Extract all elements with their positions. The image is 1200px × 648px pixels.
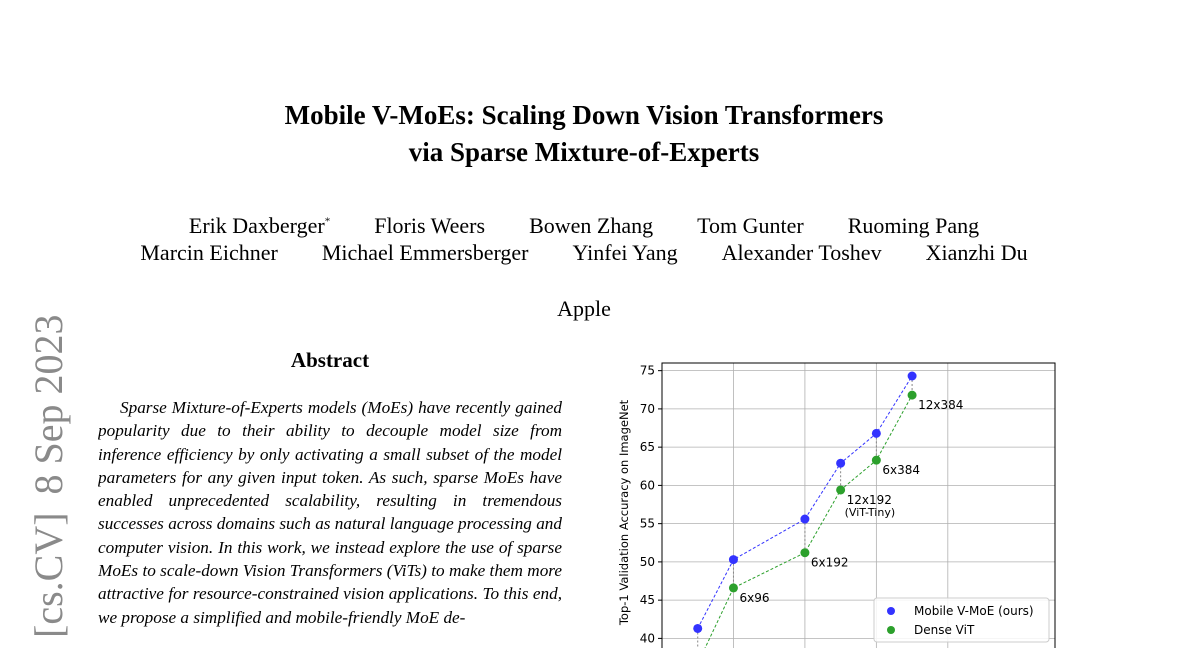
abstract-heading: Abstract: [290, 348, 370, 372]
data-point-moe: [693, 624, 702, 633]
data-point-dense: [729, 583, 738, 592]
data-point-moe: [800, 515, 809, 524]
legend-label: Dense ViT: [914, 623, 975, 637]
data-point-moe: [908, 372, 917, 381]
point-annotation: 6x384: [882, 463, 921, 478]
data-point-moe: [729, 555, 738, 564]
paper-title: [0, 97, 1168, 171]
y-tick-label: 40: [639, 631, 655, 646]
author-name: Bowen Zhang: [529, 213, 654, 238]
first-author-mark: *: [324, 215, 331, 228]
author-name: Tom Gunter: [697, 213, 804, 238]
data-point-dense: [908, 391, 917, 400]
abstract-text: Sparse Mixture-of-Experts models (MoEs) have recently gained popularity due to their ability to decouple model size from inference efficiency by only activating a small subset of the model parameters for any given input token. As such, sparse MoEs have enabled unprecedented scalability, resulting in tremendous successes across domains such as natural language processing and computer vision. In this work, we instead explore the use of sparse MoEs to scale-down Vision Transformers (ViTs) to make them more attractive for resource-constrained vision applications. To this end, we propose a simplified and mobile-friendly MoE de-: [98, 398, 562, 627]
arxiv-date: 8 Sep 2023: [26, 314, 71, 495]
accuracy-chart: [610, 352, 1070, 648]
author-name: Michael Emmersberger: [321, 240, 529, 265]
arxiv-watermark: [27, 296, 71, 638]
data-point-dense: [872, 456, 881, 465]
y-tick-label: 75: [639, 363, 655, 378]
y-tick-label: 50: [639, 554, 655, 569]
affiliation: Apple: [557, 296, 611, 321]
point-annotation: 12x384: [918, 398, 964, 413]
legend-marker: [887, 607, 895, 615]
author-list-row-2: [0, 239, 1168, 267]
author-name: Ruoming Pang: [847, 213, 980, 238]
y-tick-label: 55: [639, 516, 655, 531]
y-tick-label: 70: [639, 401, 655, 416]
arxiv-category: [cs.CV]: [26, 512, 71, 638]
data-point-moe: [872, 429, 881, 438]
point-annotation: 6x96: [739, 590, 770, 605]
data-point-dense: [800, 548, 809, 557]
title-line-2: via Sparse Mixture-of-Experts: [408, 137, 760, 167]
author-name: Xianzhi Du: [925, 240, 1028, 265]
point-annotation-sub: (ViT-Tiny): [844, 505, 896, 519]
y-tick-label: 60: [639, 478, 655, 493]
point-annotation: 6x192: [810, 555, 849, 570]
data-point-moe: [836, 459, 845, 468]
author-name: Erik Daxberger*: [188, 213, 331, 238]
data-point-dense: [836, 485, 845, 494]
legend-label: Mobile V-MoE (ours): [914, 604, 1034, 618]
y-axis-label: Top-1 Validation Accuracy on ImageNet: [617, 399, 631, 626]
author-name: Floris Weers: [374, 213, 486, 238]
point-annotation: 12x192: [846, 492, 892, 507]
y-tick-label: 65: [639, 440, 655, 455]
author-name: Alexander Toshev: [721, 240, 882, 265]
author-name: Yinfei Yang: [572, 240, 678, 265]
author-name: Marcin Eichner: [140, 240, 278, 265]
y-tick-label: 45: [639, 593, 655, 608]
title-line-1: Mobile V-MoEs: Scaling Down Vision Transformers: [284, 100, 884, 130]
author-list-row-1: [0, 212, 1168, 240]
legend-marker: [887, 626, 895, 634]
